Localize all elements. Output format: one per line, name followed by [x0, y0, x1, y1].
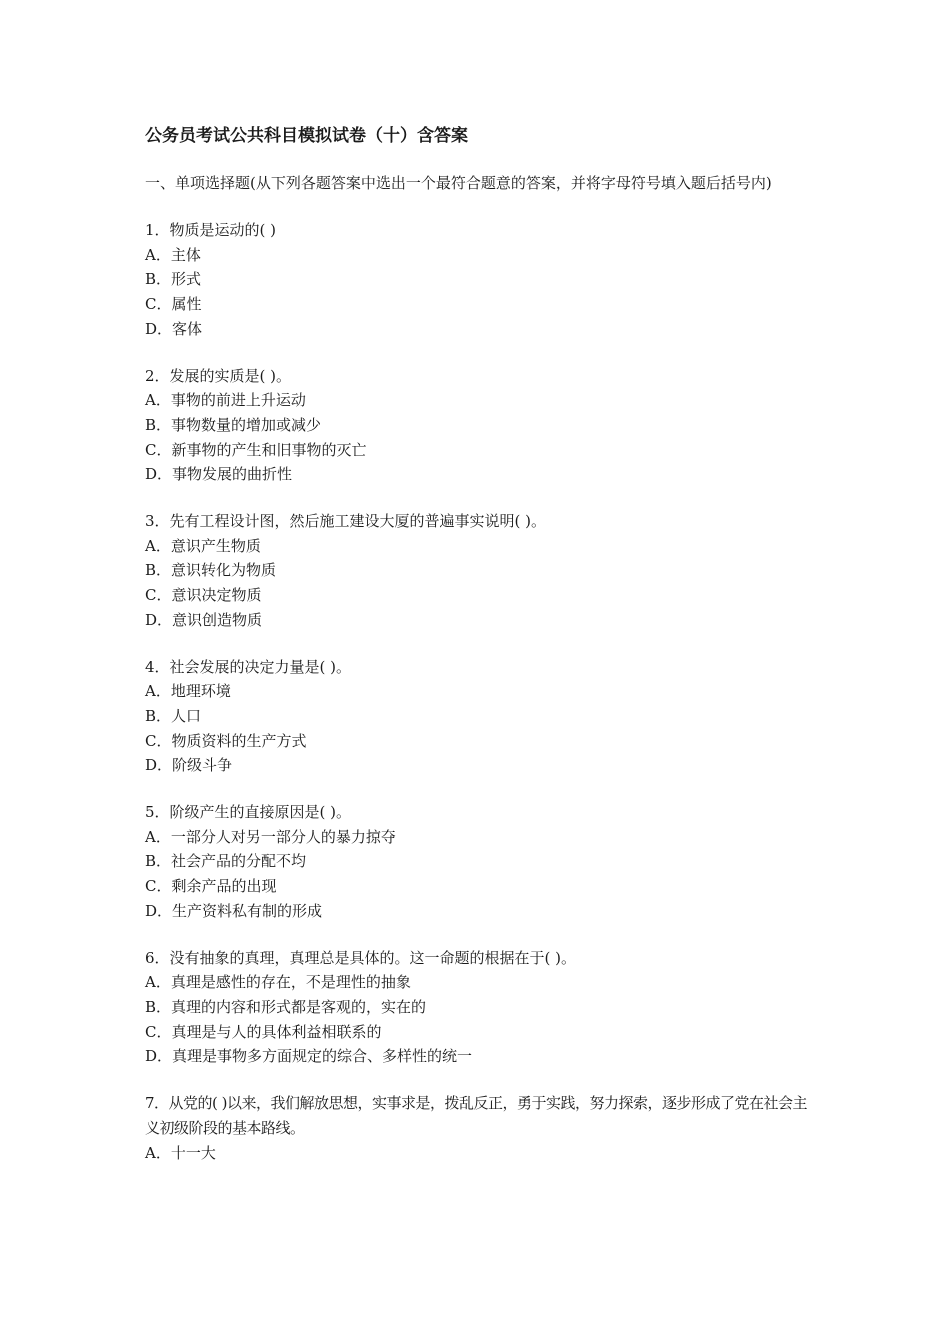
question-6	[145, 946, 810, 1070]
option-d: D．意识创造物质	[145, 610, 263, 629]
option-a: A．地理环境	[145, 682, 231, 701]
option-d: D．真理是事物多方面规定的综合、多样性的统一	[145, 1047, 473, 1066]
question-1	[145, 218, 810, 342]
option-b: B．人口	[145, 706, 202, 725]
option-b: B．社会产品的分配不均	[145, 852, 307, 871]
question-3	[145, 509, 810, 633]
question-5	[145, 800, 810, 924]
question-stem: 4．社会发展的决定力量是( )。	[145, 657, 352, 676]
document-body	[145, 124, 810, 1187]
option-b: B．形式	[145, 270, 202, 289]
option-a: A．真理是感性的存在，不是理性的抽象	[145, 973, 411, 992]
option-a: A．主体	[145, 245, 201, 264]
option-d: D．阶级斗争	[145, 756, 233, 775]
question-4	[145, 655, 810, 779]
question-stem: 2．发展的实质是( )。	[145, 366, 292, 385]
document-title: 公务员考试公共科目模拟试卷（十）含答案	[145, 126, 468, 146]
option-b: B．意识转化为物质	[145, 561, 277, 580]
option-d: D．事物发展的曲折性	[145, 465, 293, 484]
question-stem: 7．从党的( )以来，我们解放思想，实事求是，拨乱反正，勇于实践，努力探索，逐步形成了党在社会主义初级阶段的基本路线。	[145, 1094, 808, 1137]
option-c: C．属性	[145, 295, 202, 314]
question-2	[145, 364, 810, 488]
question-stem: 5．阶级产生的直接原因是( )。	[145, 803, 352, 822]
question-stem: 6．没有抽象的真理，真理总是具体的。这一命题的根据在于( )。	[145, 948, 577, 967]
option-a: A．十一大	[145, 1143, 216, 1162]
option-c: C．意识决定物质	[145, 586, 262, 605]
section-intro: 一、单项选择题(从下列各题答案中选出一个最符合题意的答案，并将字母符号填入题后括号内)	[145, 174, 772, 192]
question-stem: 3．先有工程设计图，然后施工建设大厦的普遍事实说明( )。	[145, 512, 547, 531]
option-c: C．物质资料的生产方式	[145, 731, 307, 750]
option-a: A．事物的前进上升运动	[145, 391, 306, 410]
option-d: D．客体	[145, 319, 203, 338]
option-d: D．生产资料私有制的形成	[145, 901, 323, 920]
option-c: C．剩余产品的出现	[145, 877, 277, 896]
option-c: C．真理是与人的具体利益相联系的	[145, 1022, 382, 1041]
question-7	[145, 1091, 810, 1165]
question-stem: 1．物质是运动的( )	[145, 221, 277, 239]
option-a: A．意识产生物质	[145, 536, 261, 555]
option-b: B．事物数量的增加或减少	[145, 415, 322, 434]
option-b: B．真理的内容和形式都是客观的，实在的	[145, 997, 427, 1016]
option-a: A．一部分人对另一部分人的暴力掠夺	[145, 827, 396, 846]
option-c: C．新事物的产生和旧事物的灭亡	[145, 440, 367, 459]
